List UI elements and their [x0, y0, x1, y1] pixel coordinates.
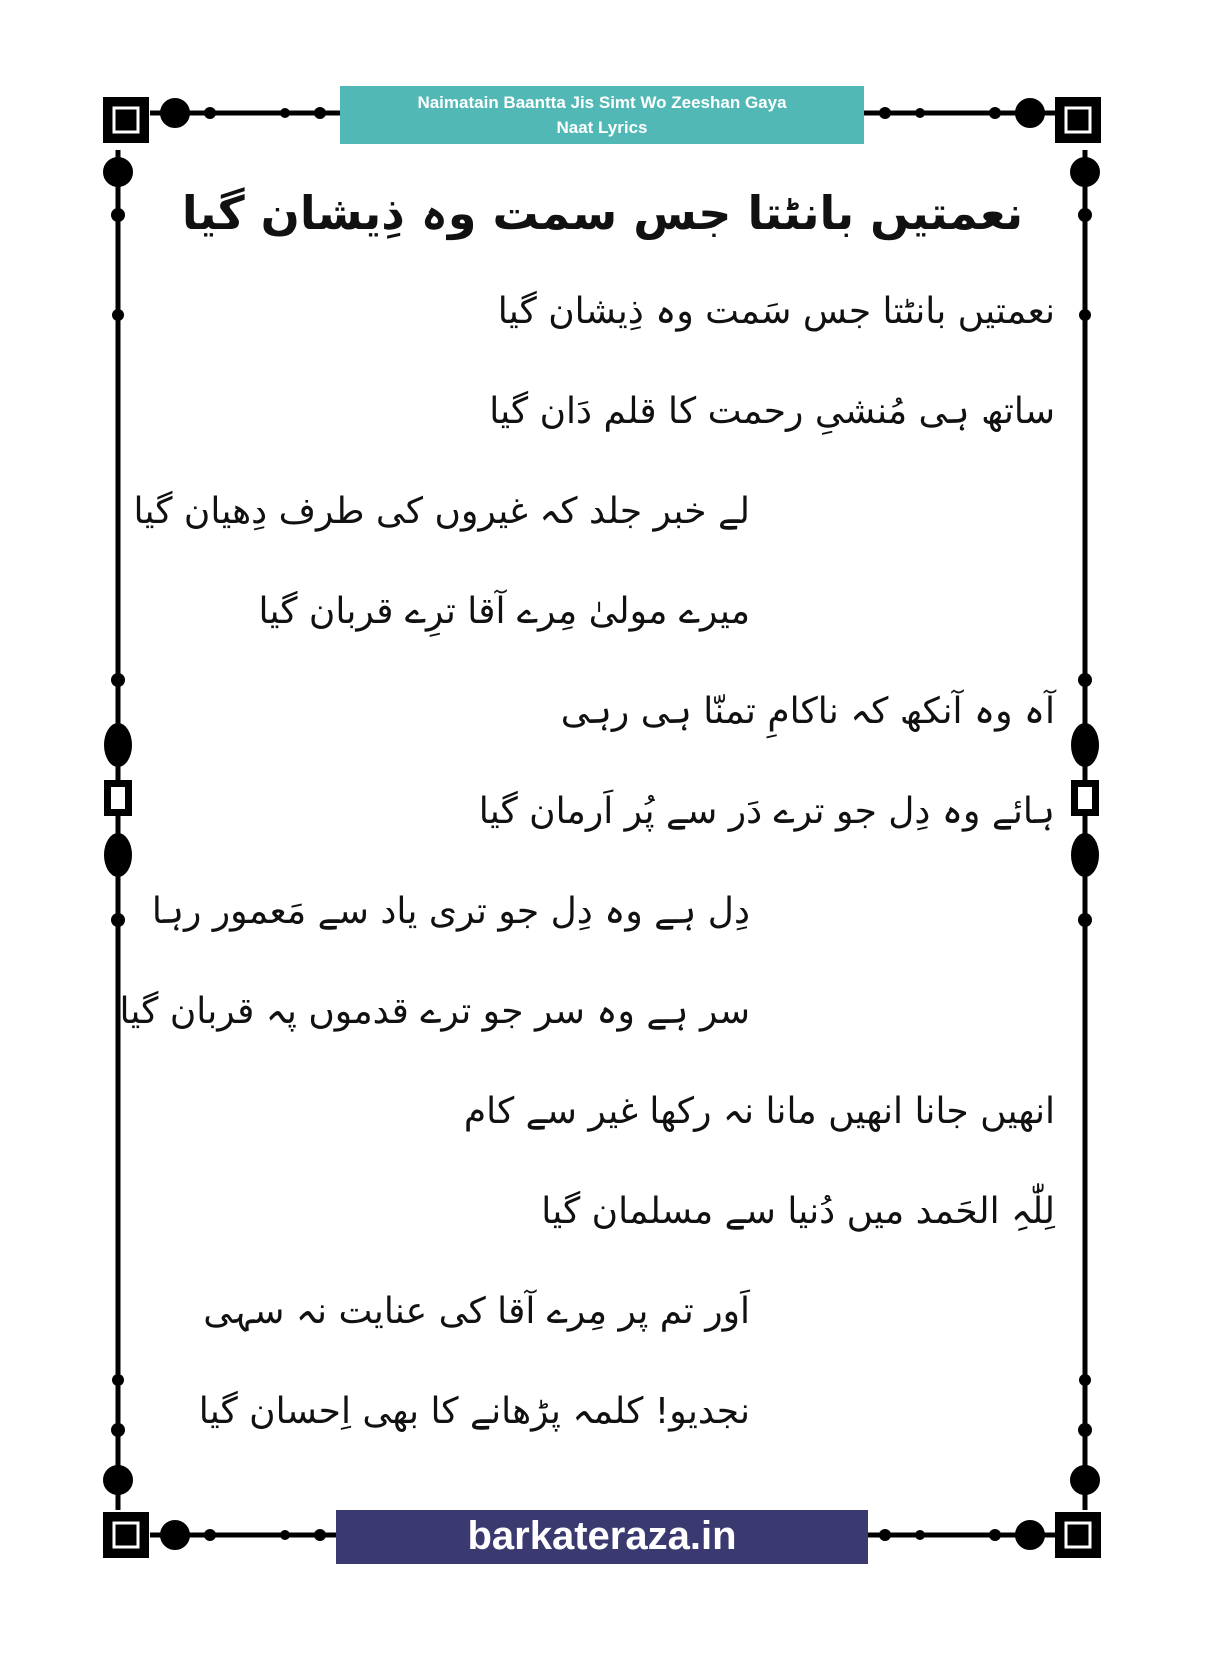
corner-ornament-top-left: [106, 100, 187, 184]
banner-line-1: Naimatain Baantta Jis Simt Wo Zeeshan Gaya: [417, 93, 787, 112]
verse-line: میرے مولیٰ مِرے آقا ترِے قربان گیا: [258, 591, 750, 632]
banner-line-2: Naat Lyrics: [556, 118, 648, 137]
title-banner: [340, 86, 864, 144]
verse-line: انھیں جانا انھیں مانا نہ رکھا غیر سے کام: [463, 1091, 1055, 1132]
corner-ornament-top-right: [1018, 100, 1098, 184]
verse-line: ہائے وہ دِل جو ترے دَر سے پُر اَرمان گیا: [478, 791, 1055, 832]
site-banner: barkateraza.in: [336, 1510, 868, 1564]
corner-ornament-bottom-right: [1018, 1468, 1098, 1555]
corner-ornament-bottom-left: [106, 1468, 187, 1555]
verse-line: نعمتیں بانٹتا جس سَمت وہ ذِیشان گیا: [497, 291, 1055, 332]
verse-line: لے خبر جلد کہ غیروں کی طرف دِھیان گیا: [133, 491, 750, 532]
verse-line: لِلّٰہِ الحَمد میں دُنیا سے مسلمان گیا: [541, 1191, 1055, 1232]
verse-line: نجدیو! کلمہ پڑھانے کا بھی اِحسان گیا: [198, 1391, 750, 1432]
verse-line: دِل ہے وہ دِل جو تری یاد سے مَعمور رہا: [151, 891, 750, 932]
verse-line: اَور تم پر مِرے آقا کی عنایت نہ سہی: [203, 1291, 750, 1332]
page-title: نعمتیں بانٹتا جس سمت وہ ذِیشان گیا: [181, 186, 1024, 240]
verse-line: آہ وہ آنکھ کہ ناکامِ تمنّا ہی رہی: [560, 691, 1055, 732]
verse-line: سر ہے وہ سر جو ترے قدموں پہ قربان گیا: [119, 991, 750, 1032]
verse-line: ساتھ ہی مُنشیِ رحمت کا قلم دَان گیا: [489, 391, 1055, 432]
